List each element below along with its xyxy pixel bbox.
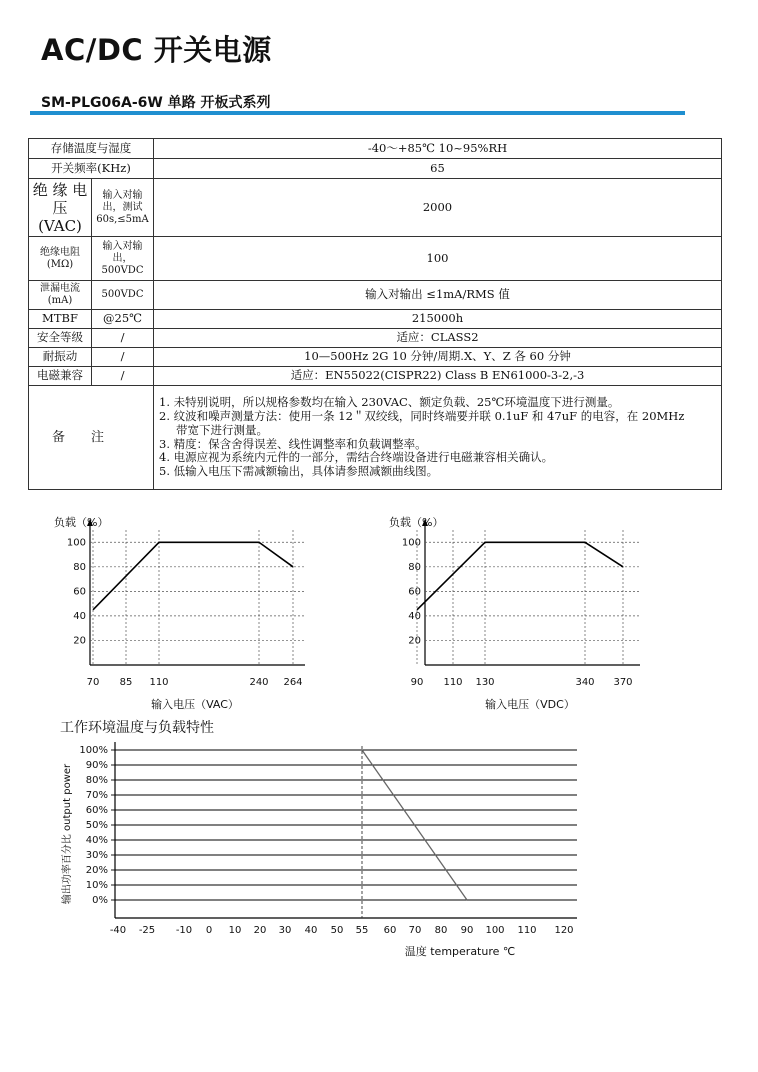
x-tick-label: 55	[355, 925, 369, 936]
isolation-resistance-value: 100	[154, 237, 722, 281]
table-row	[29, 386, 722, 490]
safety-condition: /	[92, 329, 154, 348]
y-tick-label: 40	[73, 610, 86, 622]
storage-label: 存储温度与湿度	[29, 139, 154, 159]
vibration-value: 10—500Hz 2G 10 分钟/周期.X、Y、Z 各 60 分钟	[154, 348, 722, 367]
y-tick-label: 20%	[85, 865, 108, 876]
y-tick-label: 70%	[85, 790, 108, 801]
note-item: 3. 精度：保含舍得误差、线性调整率和负载调整率。	[159, 436, 427, 451]
leakage-value: 输入对输出 ≤1mA/RMS 值	[154, 281, 722, 310]
chart-title: 工作环境温度与负载特性	[60, 720, 214, 736]
y-tick-label: 10%	[85, 880, 108, 891]
frequency-label: 开关频率(KHz)	[29, 159, 154, 179]
temperature-derating-chart	[40, 712, 600, 962]
table-row	[29, 179, 722, 237]
y-tick-label: 90%	[85, 760, 108, 771]
x-tick-label: 85	[119, 677, 133, 688]
x-tick-label: -10	[175, 925, 193, 936]
isolation-voltage-value: 2000	[154, 179, 722, 237]
x-tick-label: 70	[408, 925, 422, 936]
safety-value: 适应：CLASS2	[154, 329, 722, 348]
notes-cell	[154, 386, 722, 490]
product-subtitle: SM-PLG06A-6W 单路 开板式系列	[41, 95, 271, 111]
x-tick-label: 60	[383, 925, 397, 936]
vac-derating-chart	[40, 510, 340, 715]
y-tick-label: 80	[408, 561, 421, 573]
frequency-value: 65	[154, 159, 722, 179]
isolation-resistance-condition: 输入对输出，500VDC	[92, 237, 154, 281]
y-tick-label: 20	[408, 635, 421, 647]
page-title: AC/DC 开关电源	[41, 33, 272, 67]
y-tick-label: 30%	[85, 850, 108, 861]
table-row	[29, 139, 722, 159]
note-item: 带宽下进行测量。	[176, 422, 268, 437]
x-tick-label: 130	[475, 677, 495, 688]
note-item: 1. 未特别说明，所以规格参数均在输入 230VAC、额定负载、25℃环境温度下进行测量。	[159, 395, 620, 410]
y-axis-title: 负载（%）	[389, 516, 444, 529]
x-tick-label: 100	[485, 925, 505, 936]
mtbf-condition: @25℃	[92, 310, 154, 329]
x-tick-label: 110	[443, 677, 463, 688]
y-tick-label: 50%	[85, 820, 108, 831]
x-axis-title: 输入电压（VDC）	[485, 698, 575, 711]
title-divider	[30, 111, 685, 115]
y-tick-label: 100%	[79, 745, 108, 756]
table-row	[29, 310, 722, 329]
y-tick-label: 100	[401, 537, 421, 549]
vdc-derating-chart	[375, 510, 675, 715]
table-row	[29, 237, 722, 281]
x-tick-label: -25	[138, 925, 156, 936]
x-tick-label: 110	[517, 925, 537, 936]
x-tick-label: 90	[460, 925, 474, 936]
x-tick-label: -40	[109, 925, 127, 936]
y-tick-label: 60	[408, 586, 421, 598]
mtbf-value: 215000h	[154, 310, 722, 329]
x-tick-label: 240	[249, 677, 269, 688]
y-tick-label: 20	[73, 635, 86, 647]
note-item: 4. 电源应视为系统内元件的一部分，需结合终端设备进行电磁兼容相关确认。	[159, 450, 554, 465]
isolation-voltage-condition: 输入对输出，测试60s,≤5mA	[92, 179, 154, 237]
mtbf-label: MTBF	[29, 310, 92, 329]
x-tick-label: 90	[410, 677, 424, 688]
x-tick-label: 80	[434, 925, 448, 936]
x-tick-label: 70	[86, 677, 100, 688]
x-tick-label: 0	[205, 925, 213, 936]
y-tick-label: 0%	[92, 895, 108, 906]
table-row	[29, 367, 722, 386]
y-axis-title: 输出功率百分比 output power	[62, 763, 73, 905]
table-row	[29, 281, 722, 310]
y-axis-title: 负载（%）	[54, 516, 109, 529]
storage-value: -40～+85℃ 10~95%RH	[154, 139, 722, 159]
emc-value: 适应：EN55022(CISPR22) Class B EN61000-3-2,-3	[154, 367, 722, 386]
series-line	[417, 542, 623, 610]
x-tick-label: 340	[575, 677, 595, 688]
leakage-label: 泄漏电流(mA)	[29, 281, 92, 310]
spec-table	[28, 138, 722, 490]
y-tick-label: 40%	[85, 835, 108, 846]
safety-label: 安全等级	[29, 329, 92, 348]
leakage-condition: 500VDC	[92, 281, 154, 310]
x-axis-title: 输入电压（VAC）	[151, 698, 239, 711]
x-tick-label: 50	[330, 925, 344, 936]
table-row	[29, 348, 722, 367]
x-tick-label: 264	[283, 677, 303, 688]
y-tick-label: 60%	[85, 805, 108, 816]
table-row	[29, 159, 722, 179]
isolation-voltage-label: 绝 缘 电 压 (VAC)	[29, 179, 92, 237]
y-tick-label: 80	[73, 561, 86, 573]
emc-condition: /	[92, 367, 154, 386]
vibration-label: 耐振动	[29, 348, 92, 367]
x-tick-label: 40	[304, 925, 318, 936]
series-line	[93, 542, 293, 610]
x-tick-label: 370	[613, 677, 633, 688]
vibration-condition: /	[92, 348, 154, 367]
note-item: 2. 纹波和噪声测量方法：使用一条 12＂双绞线，同时终端要并联 0.1uF 和 47uF 的电容，在 20MHz	[159, 408, 685, 423]
note-item: 5. 低输入电压下需减额输出，具体请参照减额曲线图。	[159, 464, 439, 479]
y-tick-label: 40	[408, 610, 421, 622]
x-tick-label: 110	[149, 677, 169, 688]
notes-label: 备注	[29, 386, 154, 490]
x-tick-label: 120	[554, 925, 574, 936]
x-axis-title: 温度 temperature ℃	[404, 945, 516, 958]
isolation-resistance-label: 绝缘电阻(MΩ)	[29, 237, 92, 281]
x-tick-label: 10	[228, 925, 242, 936]
emc-label: 电磁兼容	[29, 367, 92, 386]
y-tick-label: 80%	[85, 775, 108, 786]
y-tick-label: 100	[66, 537, 86, 549]
x-tick-label: 30	[278, 925, 292, 936]
y-tick-label: 60	[73, 586, 86, 598]
table-row	[29, 329, 722, 348]
x-tick-label: 20	[253, 925, 267, 936]
